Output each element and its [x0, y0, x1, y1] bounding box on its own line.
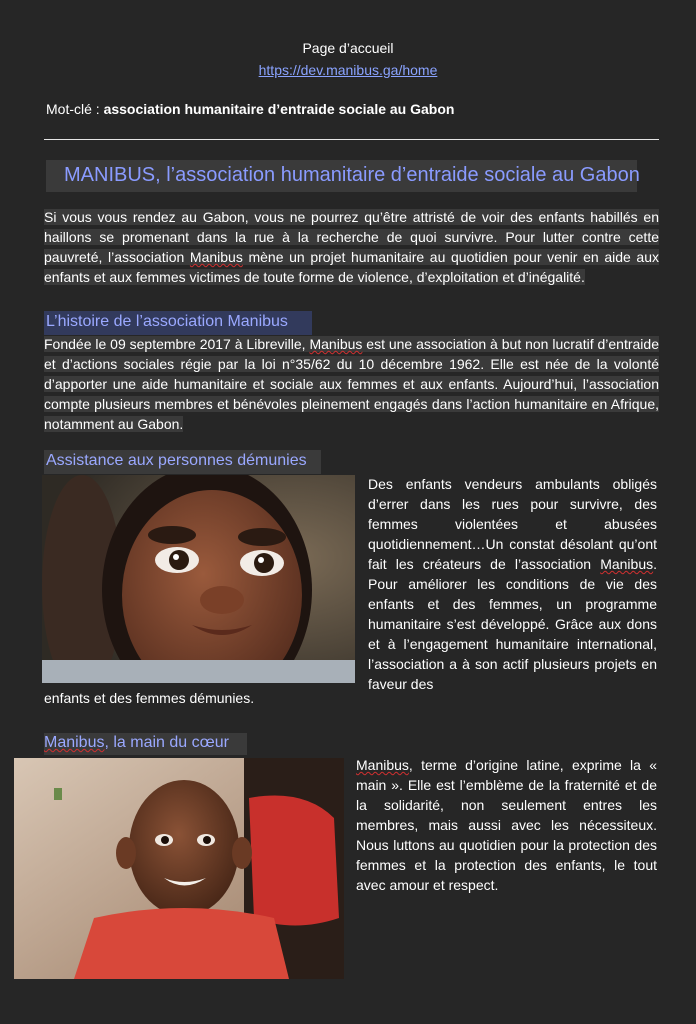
- divider: [44, 139, 659, 140]
- girl-portrait-illustration: [42, 475, 355, 683]
- assistance-text-start: Des enfants vendeurs ambulants obligés d’errer dans les rues pour survivre, des femmes violentées et abusées quotidiennement…Un constat désolant qu’ont fait les créateurs de l’association: [368, 476, 657, 572]
- intro-paragraph: [44, 207, 659, 287]
- intro-text-start: Si vous vous rendez au Gabon, vous ne pourrez qu’être attristé de voir des enfants habillés en haillons se promenant dans la rue à la recherche de quoi survivre. Pour lutter contre cette pauvreté, l’association: [44, 209, 659, 265]
- boy-portrait-photo: [14, 758, 344, 979]
- assistance-text-end: . Pour améliorer les conditions de vie des enfants et des femmes, un programme humanitaire s’est développé. Grâce aux dons et à l’engagement humanitaire international, l’association a à son actif plusieurs projets en faveur des: [368, 556, 657, 692]
- history-heading: L’histoire de l’association Manibus: [46, 313, 288, 330]
- keyword-value: association humanitaire d’entraide sociale au Gabon: [103, 101, 455, 117]
- intro-text-end: mène un projet humanitaire au quotidien pour venir en aide aux enfants et aux femmes victimes de toute forme de violence, d’exploitation et d’inégalité.: [44, 249, 659, 285]
- page-url: [0, 62, 696, 78]
- boy-portrait-illustration: [14, 758, 344, 979]
- intro-brand: Manibus: [189, 249, 243, 265]
- page-label: Page d’accueil: [302, 40, 394, 56]
- keyword-prefix: Mot-clé :: [46, 101, 100, 117]
- page-url-link[interactable]: https://dev.manibus.ga/home: [258, 62, 438, 78]
- assistance-paragraph-tail: enfants et des femmes démunies.: [44, 690, 255, 706]
- girl-portrait-photo: [42, 475, 355, 683]
- assistance-paragraph: [368, 474, 657, 694]
- hand-heading-rest: , la main du cœur: [104, 734, 229, 751]
- assistance-heading: Assistance aux personnes démunies: [46, 452, 307, 469]
- hand-paragraph: [356, 755, 657, 895]
- keyword-line: [46, 101, 454, 117]
- history-text-start: Fondée le 09 septembre 2017 à Libreville,: [44, 336, 310, 352]
- page-title: MANIBUS, l’association humanitaire d’entraide sociale au Gabon: [64, 164, 640, 186]
- hand-heading: [44, 734, 229, 752]
- assistance-brand: Manibus: [600, 556, 654, 572]
- hand-heading-brand: Manibus: [44, 734, 105, 751]
- hand-text: , terme d’origine latine, exprime la « main ». Elle est l’emblème de la fraternité et de la solidarité, non seulement entres les membres, mais aussi avec les nécessiteux. Nous luttons au quotidien pour la protection des femmes et la protection des enfants, le tout avec amour et respect.: [356, 757, 657, 893]
- hand-brand: Manibus: [356, 757, 409, 773]
- history-text-end: est une association à but non lucratif d’entraide et d’actions sociales régie par la loi n°35/62 du 10 décembre 1962. Elle est née de la volonté d’apporter une aide humanitaire et sociale aux femmes et aux enfants. Aujourd’hui, l’association compte plusieurs membres et bénévoles pleinement engagés dans l’action humanitaire en Afrique, notamment au Gabon.: [44, 336, 659, 432]
- history-brand: Manibus: [309, 336, 363, 352]
- history-paragraph: [44, 334, 659, 434]
